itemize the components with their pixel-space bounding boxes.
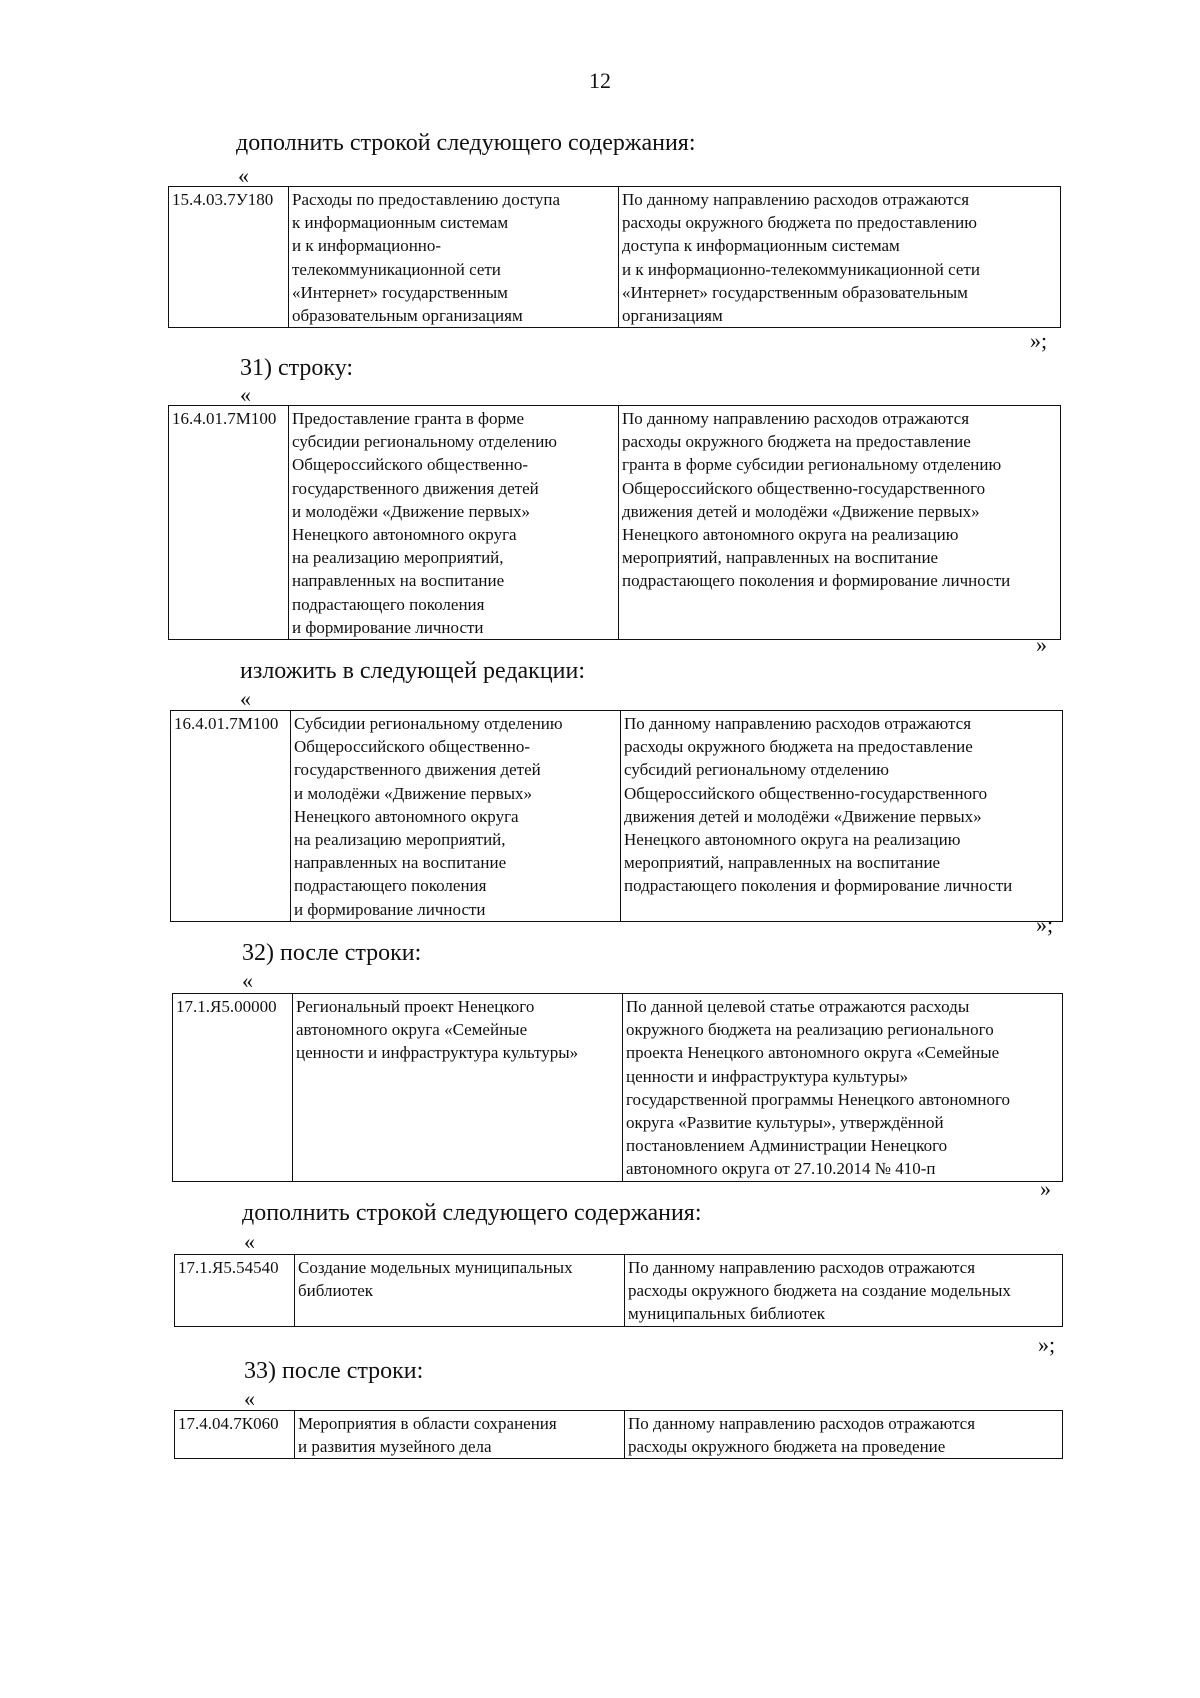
description-cell [619,406,1061,640]
description-line: субсидий региональному отделению [624,760,890,780]
name-line: к информационным системам [292,213,509,233]
description-cell [625,1255,1063,1327]
instruction-heading: 31) строку: [240,355,354,381]
code-cell: 16.4.01.7М100 [171,711,291,922]
name-line: Ненецкого автономного округа [294,806,519,826]
code-cell: 15.4.03.7У180 [169,187,289,328]
description-line: подрастающего поколения и формирование личности [622,571,1011,591]
name-line: Региональный проект Ненецкого [296,997,535,1016]
name-line: Предоставление гранта в форме [292,409,525,428]
name-line: библиотек [298,1281,374,1301]
name-line: государственного движения детей [292,478,539,498]
close-quote: »; [1036,912,1054,937]
description-line: доступа к информационным системам [622,236,900,256]
description-line: окружного бюджета на реализацию регионального [626,1020,994,1040]
description-line: постановлением Администрации Ненецкого [626,1136,948,1156]
table-row [175,1411,1063,1459]
description-cell [619,187,1061,328]
budget-code-table [172,993,1063,1182]
name-cell [291,711,621,922]
description-line: По данному направлению расходов отражаются [628,1258,976,1277]
name-line: на реализацию мероприятий, [294,830,506,850]
name-line: на реализацию мероприятий, [292,548,504,568]
table-row [169,406,1061,640]
description-line: мероприятий, направленных на воспитание [622,548,939,568]
name-line: «Интернет» государственным [292,282,508,302]
name-line: подрастающего поколения [292,594,485,614]
description-line: государственной программы Ненецкого автономного [626,1089,1011,1109]
name-line: и к информационно- [292,236,442,256]
table-row [175,1255,1063,1327]
description-line: расходы окружного бюджета по предоставлению [622,213,977,233]
description-line: проекта Ненецкого автономного округа «Семейные [626,1043,1000,1063]
close-quote: » [1036,632,1047,657]
description-line: По данному направлению расходов отражаются [624,714,972,733]
description-line: подрастающего поколения и формирование личности [624,876,1013,896]
name-cell [293,994,623,1182]
name-line: ценности и инфраструктура культуры» [296,1043,579,1063]
instruction-heading: дополнить строкой следующего содержания: [236,130,696,156]
name-cell [295,1411,625,1459]
name-cell [289,187,619,328]
budget-code-table [168,186,1061,328]
description-cell [621,711,1063,922]
description-line: Ненецкого автономного округа на реализацию [624,830,961,850]
name-line: и развития музейного дела [298,1437,492,1457]
name-line: и формирование личности [294,899,486,919]
code-cell: 16.4.01.7М100 [169,406,289,640]
name-line: телекоммуникационной сети [292,259,501,279]
name-line: Субсидии региональному отделению [294,714,563,733]
description-line: По данному направлению расходов отражаются [622,190,970,209]
description-cell [625,1411,1063,1459]
code-cell: 17.1.Я5.00000 [173,994,293,1182]
name-line: Мероприятия в области сохранения [298,1414,557,1433]
name-line: и молодёжи «Движение первых» [294,783,533,803]
name-line: подрастающего поколения [294,876,487,896]
table-row [173,994,1063,1182]
instruction-heading: изложить в следующей редакции: [240,658,586,684]
name-line: образовательным организациям [292,306,523,326]
description-line: движения детей и молодёжи «Движение первых» [624,806,982,826]
instruction-heading: 32) после строки: [242,940,422,966]
open-quote: « [240,686,251,711]
description-line: округа «Развитие культуры», утверждённой [626,1113,944,1133]
name-line: государственного движения детей [294,760,541,780]
name-line: субсидии региональному отделению [292,432,558,452]
description-line: По данному направлению расходов отражаются [622,409,970,428]
code-cell: 17.4.04.7К060 [175,1411,295,1459]
name-cell [295,1255,625,1327]
name-line: автономного округа «Семейные [296,1020,528,1040]
description-line: муниципальных библиотек [628,1304,826,1324]
description-cell [623,994,1063,1182]
table-row [169,187,1061,328]
name-line: Расходы по предоставлению доступа [292,190,561,209]
budget-code-table [174,1254,1063,1327]
instruction-heading: 33) после строки: [244,1358,424,1384]
description-line: автономного округа от 27.10.2014 № 410-п [626,1159,936,1179]
budget-code-table [168,405,1061,640]
close-quote: »; [1030,328,1048,353]
name-line: Общероссийского общественно- [294,737,531,757]
description-line: По данному направлению расходов отражаются [628,1414,976,1433]
description-line: расходы окружного бюджета на создание модельных [628,1281,1011,1301]
close-quote: » [1040,1176,1051,1201]
name-line: направленных на воспитание [294,853,507,873]
description-line: «Интернет» государственным образовательным [622,282,968,302]
description-line: расходы окружного бюджета на предоставление [624,737,973,757]
name-cell [289,406,619,640]
budget-code-table [174,1410,1063,1459]
description-line: расходы окружного бюджета на проведение [628,1437,946,1457]
description-line: движения детей и молодёжи «Движение первых» [622,501,980,521]
name-line: направленных на воспитание [292,571,505,591]
name-line: Общероссийского общественно- [292,455,529,475]
description-line: Общероссийского общественно-государственного [622,478,986,498]
open-quote: « [244,1386,255,1411]
budget-code-table [170,710,1063,922]
description-line: гранта в форме субсидии региональному отделению [622,455,1002,475]
name-line: Создание модельных муниципальных [298,1258,573,1277]
open-quote: « [244,1229,255,1254]
description-line: По данной целевой статье отражаются расходы [626,997,970,1016]
open-quote: « [238,163,249,188]
description-line: Общероссийского общественно-государственного [624,783,988,803]
open-quote: « [242,968,253,993]
description-line: организациям [622,306,723,326]
table-row [171,711,1063,922]
close-quote: »; [1038,1332,1056,1357]
instruction-heading: дополнить строкой следующего содержания: [242,1200,702,1226]
open-quote: « [240,382,251,407]
description-line: ценности и инфраструктура культуры» [626,1066,909,1086]
page-number: 12 [589,68,611,93]
name-line: и формирование личности [292,617,484,637]
name-line: и молодёжи «Движение первых» [292,501,531,521]
code-cell: 17.1.Я5.54540 [175,1255,295,1327]
description-line: мероприятий, направленных на воспитание [624,853,941,873]
description-line: и к информационно-телекоммуникационной сети [622,259,980,279]
description-line: Ненецкого автономного округа на реализацию [622,525,959,545]
name-line: Ненецкого автономного округа [292,525,517,545]
description-line: расходы окружного бюджета на предоставление [622,432,971,452]
